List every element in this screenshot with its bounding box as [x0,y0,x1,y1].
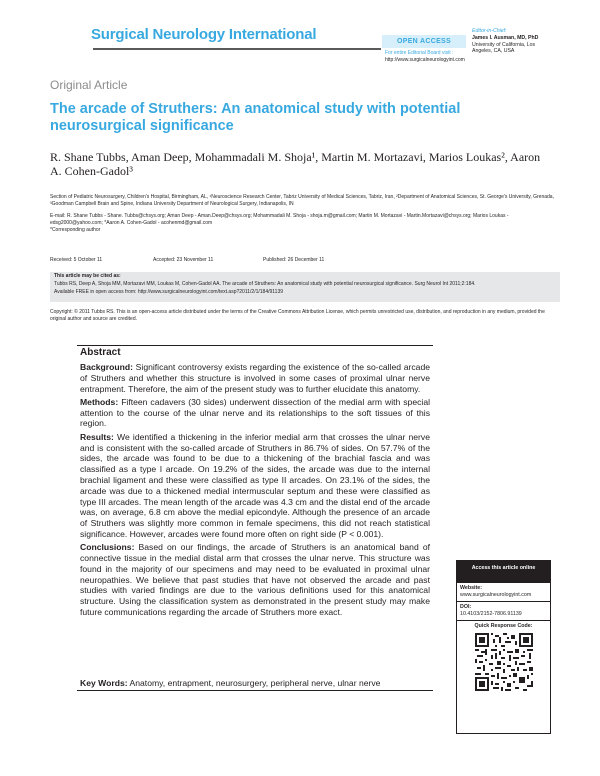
keywords-label: Key Words: [80,678,128,688]
author-list: R. Shane Tubbs, Aman Deep, Mohammadali M. Shoja¹, Martin M. Mortazavi, Marios Loukas², Aaron A. Cohen-Gadol³ [50,150,541,178]
doi-row [457,602,550,621]
access-online-box [456,560,551,734]
journal-title: Surgical Neurology International [91,26,317,43]
doi-value[interactable]: 10.4103/2152-7806.91139 [460,611,522,617]
editor-label: Editor-in-Chief: [472,28,507,34]
open-access-badge: OPEN ACCESS [382,35,466,48]
abstract-conclusions [80,542,430,618]
abstract-background [80,362,430,394]
methods-text: Fifteen cadavers (30 sides) underwent dissection of the medial arm with special attention to the course of the ulnar nerve and its relationships to the soft tissues of this region. [80,396,431,429]
conclusions-label: Conclusions: [80,542,135,553]
abstract-methods [80,397,430,429]
citation-text: Tubbs RS, Deep A, Shoja MM, Mortazavi MM, Loukas M, Cohen-Gadol AA. The arcade of Struthers: An anatomical study with potential neurosurgical significance. Surg Neurol Int 2011;2:184. [54,281,476,287]
qr-code-icon [475,633,533,691]
citation-box [50,272,560,302]
results-label: Results: [80,431,114,442]
abstract-results [80,432,430,540]
accepted-date: Accepted: 23 November 11 [153,257,214,263]
corresponding-author-note: *Corresponding author [50,227,101,233]
editorial-board-note: For entire Editorial Board visit : [385,50,454,56]
email-block [50,213,558,234]
abstract-top-rule [77,345,433,346]
methods-label: Methods: [80,396,119,407]
keywords-text: Anatomy, entrapment, neurosurgery, peripheral nerve, ulnar nerve [129,678,381,688]
citation-url[interactable]: Available FREE in open access from: http://www.surgicalneurologyint.com/text.asp?2011/2/1/184/91139 [54,289,284,295]
website-label: Website: [460,585,482,591]
journal-url[interactable]: http://www.surgicalneurologyint.com [385,57,465,63]
editor-in-chief-block [472,28,576,55]
keywords [80,678,435,688]
citation-heading: This article may be cited as: [54,273,121,279]
author-emails: E-mail: R. Shane Tubbs - Shane. Tubbs@chsys.org; Aman Deep - Aman.Deep@chsys.org; Mohammadali M. Shoja - shoja.m@gmail.com; Martin M. Mortazavi - Martin.Mortazavi@chsys.org; Marios Loukas - edsg2000@yahoo.com; *Aaron A. Cohen-Gadol - acohenmd@gmail.com [50,213,509,226]
abstract-body [80,362,430,620]
header-rule [93,48,381,50]
abstract-heading: Abstract [80,347,121,358]
editor-affiliation-2: Angeles, CA, USA [472,48,515,55]
affiliations: Section of Pediatric Neurosurgery, Children's Hospital, Birmingham, AL, ¹Neuroscience Research Center, Tabriz University of Medical Sciences, Tabriz, Iran, ²Department of Anatomical Sciences, St. George's University, Grenada, ³Goodman Campbell Brain and Spine, Indiana University Department of Neurological Surgery, Indianapolis, IN [50,194,554,207]
results-text: We identified a thickening in the inferior medial arm that crosses the ulnar nerve and is consistent with the so-called arcade of Struthers in 86.7% of sides. On 57.7% of the sides, the arcade was found to be due to a thickening of the brachial fascia and was classified as a type I arcade. On 19.2% of the sides, the arcade was due to the internal brachial ligament and these were classified as type II arcades. On 23.1% of the sides, the arcade was due to a thickened medial intermuscular septum and these were classified as type III arcades. The mean length of the arcade was 4.3 cm and the distal end of the arcade was, on average, 6.8 cm above the medial epicondyle. Although the presence of an arcade of Struthers was slightly more common in female specimens, this did not reach statistical significance. However, arcades were found more often on right side (P < 0.001). [80,431,430,539]
website-row [457,583,550,602]
editor-name: James I. Ausman, MD, PhD [472,34,539,41]
editor-affiliation-1: University of California, Los [472,41,536,48]
article-title: The arcade of Struthers: An anatomical study with potential neurosurgical significance [50,101,461,134]
conclusions-text: Based on our findings, the arcade of Struthers is an anatomical band of connective tissue in the medial distal arm that crosses the ulnar nerve. This structure was found in the majority of our specimens and may need to be evaluated in proximal ulnar neuropathies. We believe that past studies that have not observed the arcade and past studies with varied findings are due to the various definitions used for this anatomical structure. Using the classification system as demonstrated in the present study may make future communications regarding the arcade of Struthers more exact. [80,542,430,618]
background-text: Significant controversy exists regarding the existence of the so-called arcade of Struthers and whether this structure is involved in some cases of proximal ulnar nerve entrapment. Therefore, the aim of the present study was to further elucidate this anatomy. [80,362,430,394]
access-online-heading: Access this article online [457,561,550,583]
background-label: Background: [80,362,133,372]
copyright-notice: Copyright: © 2011 Tubbs RS. This is an open-access article distributed under the terms of the Creative Commons Attribution License, which permits unrestricted use, distribution, and reproduction in any medium, provided the original author and source are credited. [50,309,545,322]
published-date: Published: 26 December 11 [263,257,325,263]
website-link[interactable]: www.surgicalneurologyint.com [460,592,532,598]
doi-label: DOI: [460,604,472,610]
received-date: Received: 5 October 11 [50,257,103,263]
abstract-bottom-rule [77,690,433,691]
article-type: Original Article [50,78,128,92]
qr-label: Quick Response Code: [474,623,533,629]
